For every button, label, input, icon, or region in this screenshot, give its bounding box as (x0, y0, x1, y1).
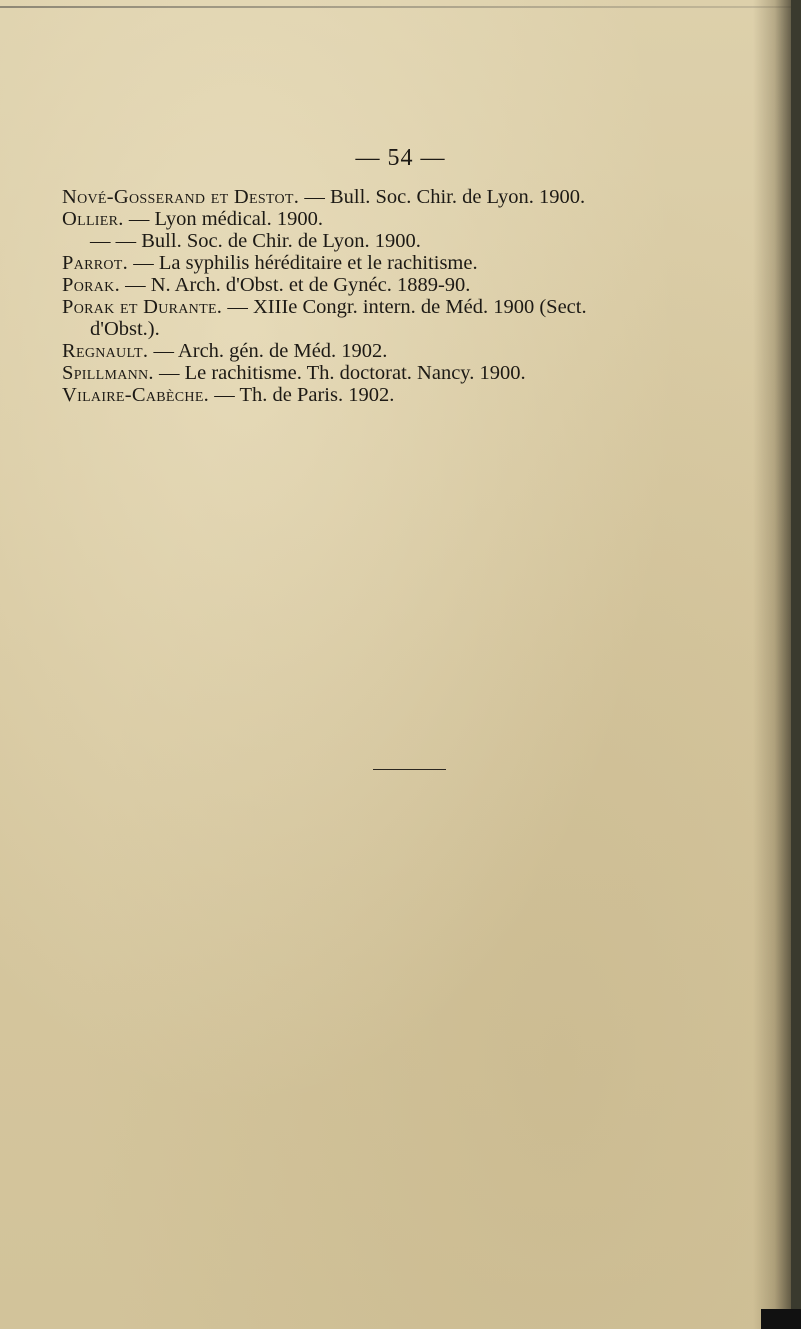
entry-text: — Le rachitisme. Th. doctorat. Nancy. 1900. (153, 362, 526, 384)
entry-author: Vilaire-Cabèche. (62, 384, 210, 406)
entry-text: — Th. de Paris. 1902. (209, 384, 395, 406)
bibliography-entry-continuation (62, 318, 752, 340)
entry-author: Ollier. (62, 208, 124, 230)
entry-text: — N. Arch. d'Obst. et de Gynéc. 1889-90. (120, 274, 471, 296)
bibliography-entry (62, 230, 752, 252)
scan-bottom-corner (761, 1309, 801, 1329)
entry-author: Spillmann. (62, 362, 154, 384)
entry-text: d'Obst.). (90, 318, 160, 340)
bibliography-entry (62, 384, 752, 406)
entry-text: — Lyon médical. 1900. (123, 208, 323, 230)
entry-author: Porak. (62, 274, 120, 296)
entry-text: — Arch. gén. de Méd. 1902. (148, 340, 388, 362)
scan-top-line (0, 6, 801, 8)
entry-author: Nové-Gosserand et Destot. (62, 186, 300, 208)
end-rule (373, 769, 446, 770)
bibliography-entry (62, 340, 752, 362)
entry-author: Regnault. (62, 340, 149, 362)
entry-author: Parrot. (62, 252, 129, 274)
bibliography-entry (62, 274, 752, 296)
binding-edge (791, 0, 801, 1329)
bibliography-entry (62, 208, 752, 230)
entry-author: Porak et Durante. (62, 296, 223, 318)
bibliography-entry (62, 296, 752, 318)
bibliography-list (62, 186, 752, 406)
bibliography-entry (62, 186, 752, 208)
entry-text: — Bull. Soc. Chir. de Lyon. 1900. (299, 186, 586, 208)
bibliography-entry (62, 252, 752, 274)
entry-author-ditto: — (90, 230, 111, 252)
bibliography-entry (62, 362, 752, 384)
entry-text: — La syphilis héréditaire et le rachitisme. (128, 252, 478, 274)
page-number: — 54 — (355, 145, 446, 171)
entry-text: — Bull. Soc. de Chir. de Lyon. 1900. (110, 230, 421, 252)
entry-text: — XIIIe Congr. intern. de Méd. 1900 (Sect. (222, 296, 587, 318)
